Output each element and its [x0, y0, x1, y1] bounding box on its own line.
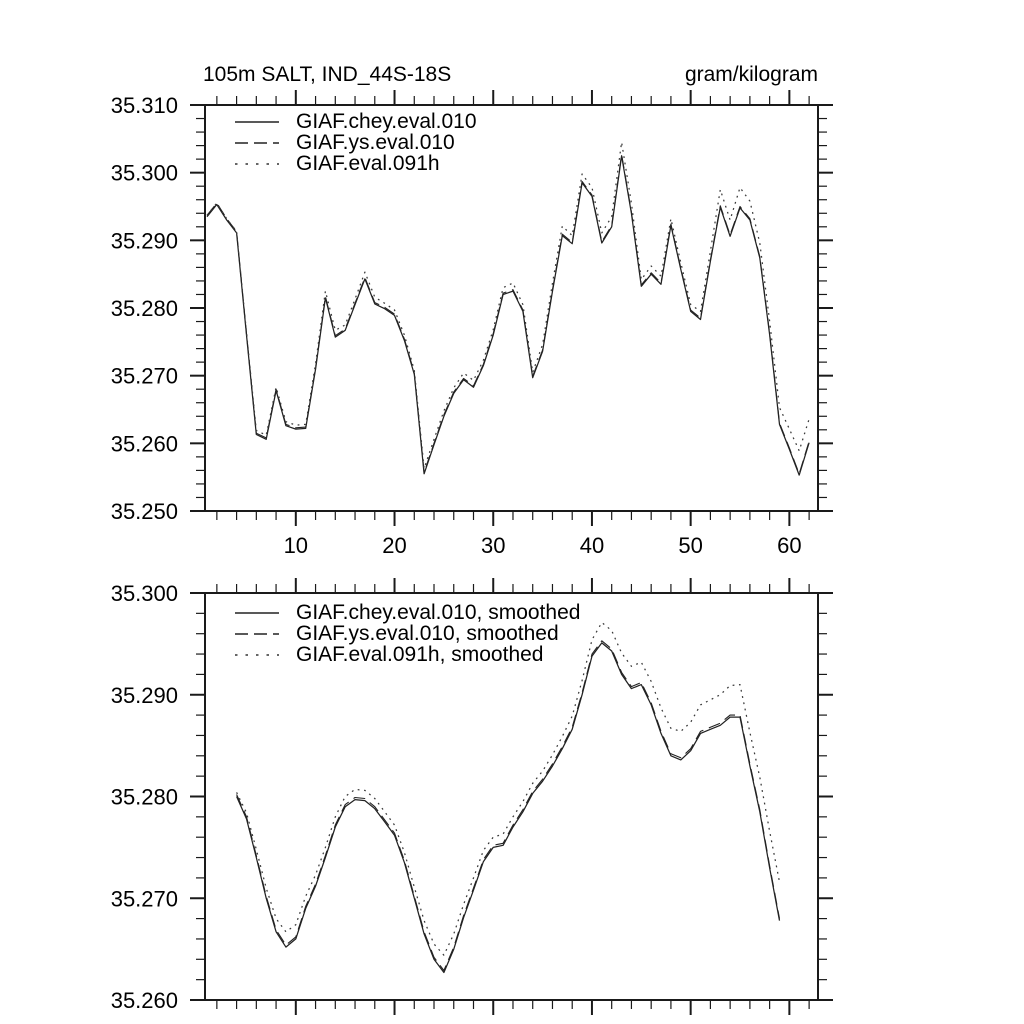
y-tick-label: 35.280	[110, 296, 178, 321]
solid-line-sample-icon	[234, 112, 280, 132]
legend-entry	[234, 133, 477, 154]
series-line-dashed	[237, 641, 780, 971]
legend-entry	[234, 112, 477, 133]
legend-entry	[234, 603, 580, 624]
series-line-dashed	[207, 151, 809, 473]
legend-label: GIAF.ys.eval.010	[296, 131, 455, 155]
legend-entry	[234, 624, 580, 645]
legend-label: GIAF.eval.091h, smoothed	[296, 642, 544, 666]
y-tick-label: 35.310	[110, 93, 178, 118]
legend-bottom-plot	[234, 603, 580, 665]
dashed-line-sample-icon	[234, 133, 280, 153]
legend-label: GIAF.ys.eval.010, smoothed	[296, 622, 559, 646]
y-tick-label: 35.290	[110, 228, 178, 254]
legend-label: GIAF.eval.091h	[296, 151, 440, 175]
y-tick-label: 35.290	[110, 682, 178, 708]
dotted-line-sample-icon	[234, 154, 280, 174]
x-tick-label: 60	[777, 533, 802, 558]
legend-entry	[234, 642, 580, 666]
legend-top-plot	[234, 112, 477, 174]
y-tick-label: 35.260	[110, 988, 178, 1013]
units-label: gram/kilogram	[684, 63, 818, 86]
x-tick-label: 50	[678, 533, 703, 558]
dotted-line-sample-icon	[234, 645, 280, 665]
y-tick-label: 35.260	[110, 431, 178, 457]
dashed-line-sample-icon	[234, 624, 280, 644]
legend-label: GIAF.chey.eval.010, smoothed	[296, 601, 581, 625]
solid-line-sample-icon	[234, 603, 280, 623]
x-tick-label: 30	[480, 533, 506, 558]
series-line-dotted	[237, 623, 780, 956]
series-line-dotted	[207, 142, 809, 468]
y-tick-label: 35.300	[110, 581, 178, 606]
series-line-solid	[237, 643, 780, 973]
legend-entry	[234, 151, 477, 175]
y-tick-label: 35.300	[110, 160, 178, 186]
chart-title: 105m SALT, IND_44S-18S	[203, 63, 452, 86]
x-tick-label: 20	[382, 533, 407, 558]
y-tick-label: 35.280	[110, 784, 178, 810]
legend-label: GIAF.chey.eval.010	[296, 110, 477, 134]
y-tick-label: 35.270	[110, 363, 178, 389]
y-tick-label: 35.270	[110, 886, 178, 912]
x-tick-label: 10	[283, 533, 309, 558]
y-tick-label: 35.250	[110, 499, 178, 524]
x-tick-label: 40	[579, 533, 605, 558]
